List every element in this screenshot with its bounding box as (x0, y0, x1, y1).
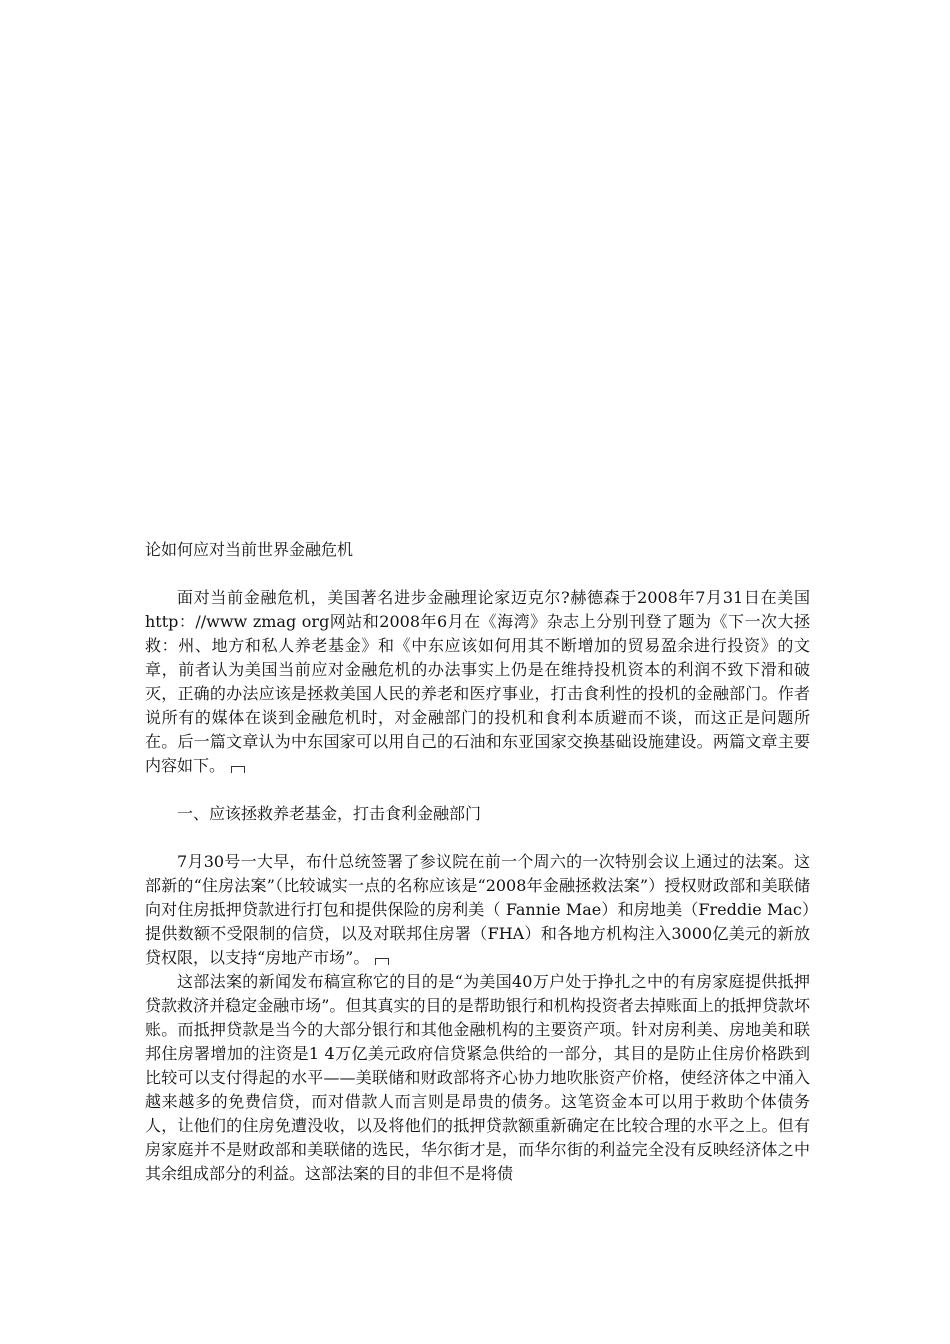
spacer (145, 778, 810, 802)
section-heading: 一、应该拯救养老基金，打击食利金融部门 (177, 804, 482, 823)
document-title: 论如何应对当前世界金融危机 (145, 540, 354, 559)
spacer (145, 826, 810, 850)
spacer (145, 562, 810, 586)
paragraph-mark-icon (231, 766, 245, 773)
paragraph-intro-text: 面对当前金融危机，美国著名进步金融理论家迈克尔?赫德森于2008年7月31日在美国http：//www zmag org网站和2008年6月在《海湾》杂志上分别刊登了题为《下一次大拯救：州、地方和私人养老基金》和《中东应该如何用其不断增加的贸易盈余进行投资》的文章，前者认为美国当前应对金融危机的办法事实上仍是在维持投机资本的利润不致下滑和破灭，正确的办法应该是拯救美国人民的养老和医疗事业，打击食利性的投机的金融部门。作者说所有的媒体在谈到金融危机时，对金融部门的投机和食利本质避而不谈，而这正是问题所在。后一篇文章认为中东国家可以用自己的石油和东亚国家交换基础设施建设。两篇文章主要内容如下。 (145, 588, 810, 775)
paragraph-mark-icon (375, 958, 389, 965)
paragraph-housing-act (145, 850, 810, 970)
paragraph-housing-act-text: 7月30号一大早，布什总统签署了参议院在前一个周六的一次特别会议上通过的法案。这部新的“住房法案”（比较诚实一点的名称应该是“2008年金融拯救法案”）授权财政部和美联储向对住房抵押贷款进行打包和提供保险的房利美（ Fannie Mae）和房地美（Freddie Mac）提供数额不受限制的信贷，以及对联邦住房署（FHA）和各地方机构注入3000亿美元的新放贷权限，以支持“房地产市场”。 (145, 852, 810, 967)
paragraph-press-release: 这部法案的新闻发布稿宣称它的目的是“为美国40万户处于挣扎之中的有房家庭提供抵押贷款救济并稳定金融市场”。但其真实的目的是帮助银行和机构投资者去掉账面上的抵押贷款坏账。而抵押贷款是当今的大部分银行和其他金融机构的主要资产项。针对房利美、房地美和联邦住房署增加的注资是1 4万亿美元政府信贷紧急供给的一部分，其目的是防止住房价格跌到比较可以支付得起的水平——美联储和财政部将齐心协力地吹胀资产价格，使经济体之中涌入越来越多的免费信贷，而对借款人而言则是昂贵的债务。这笔资金本可以用于救助个体债务人，让他们的住房免遭没收，以及将他们的抵押贷款额重新确定在比较合理的水平之上。但有房家庭并不是财政部和美联储的选民，华尔街才是，而华尔街的利益完全没有反映经济体之中其余组成部分的利益。这部法案的目的非但不是将债 (145, 972, 810, 1183)
paragraph-intro (145, 586, 810, 778)
document-body (145, 538, 810, 1186)
